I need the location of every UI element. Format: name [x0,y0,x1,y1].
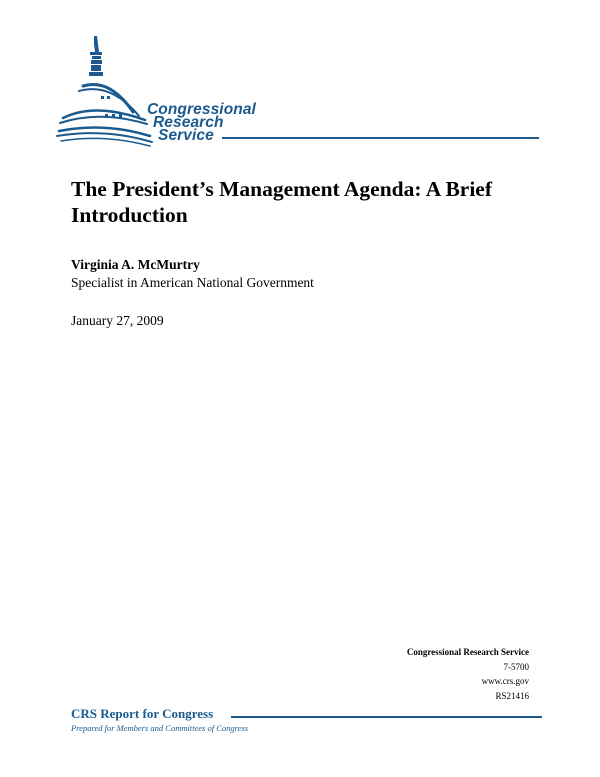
footer-title: CRS Report for Congress [71,706,214,721]
author-role: Specialist in American National Government [71,275,314,290]
footer-rule [231,716,542,718]
publisher-name: Congressional Research Service [406,647,529,657]
report-date: January 27, 2009 [71,313,164,328]
logo-text-service: Service [158,127,214,144]
publication-number: 7-5700 [503,661,529,672]
report-id: RS21416 [495,690,529,701]
website-link[interactable]: www.crs.gov [481,676,529,686]
author-name: Virginia A. McMurtry [71,257,200,272]
capitol-dome-icon [55,30,155,150]
header-rule [222,137,539,139]
publication-info [407,645,529,703]
footer-subtitle: Prepared for Members and Committees of Congress [71,723,249,733]
logo-text-research: Research [153,114,224,131]
logo-text-congressional: Congressional [147,101,256,118]
report-title: The President’s Management Agenda: A Brief Introduction [71,177,493,227]
